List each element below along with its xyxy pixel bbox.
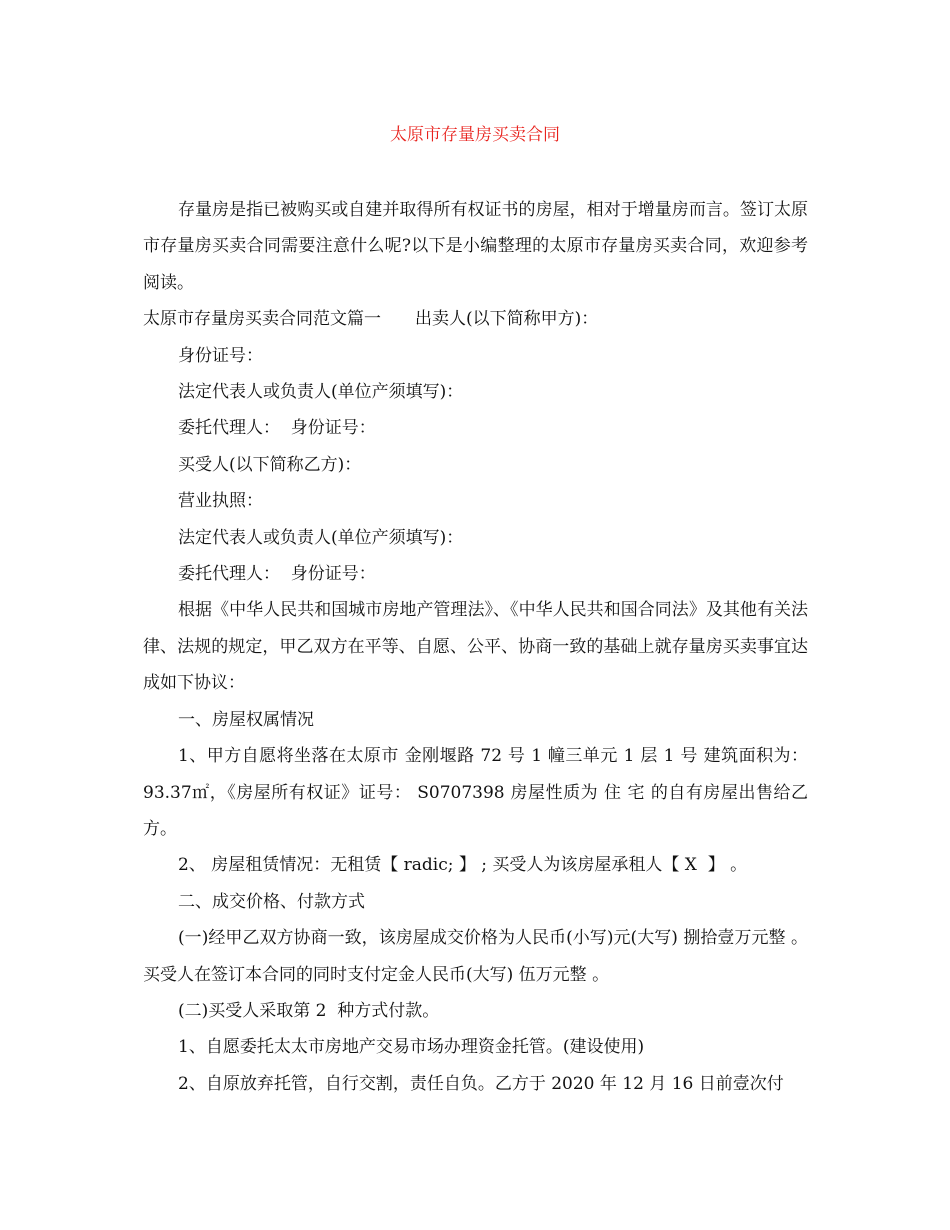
paragraph: 委托代理人： 身份证号： — [178, 564, 376, 585]
paragraph: (一)经甲乙双方协商一致，该房屋成交价格为人民币(小写)元(大写) 捌拾壹万元整 。买受人在签订本合同的同时支付定金人民币(大写) 伍万元整 。 — [143, 928, 808, 985]
paragraph: 1、自愿委托太太市房地产交易市场办理资金托管。(建设使用) — [178, 1037, 645, 1058]
paragraph: 存量房是指已被购买或自建并取得所有权证书的房屋，相对于增量房而言。签订太原市存量房买卖合同需要注意什么呢?以下是小编整理的太原市存量房买卖合同，欢迎参考阅读。 — [143, 200, 808, 293]
paragraph: (二)买受人采取第 2 种方式付款。 — [178, 1000, 440, 1021]
paragraph: 根据《中华人民共和国城市房地产管理法》、《中华人民共和国合同法》及其他有关法律、法规的规定，甲乙双方在平等、自愿、公平、协商一致的基础上就存量房买卖事宜达成如下协议： — [143, 600, 808, 694]
document-body — [143, 192, 808, 1102]
paragraph: 一、房屋权属情况 — [178, 709, 314, 730]
paragraph: 2、 房屋租赁情况：无租赁【 radic; 】 ; 买受人为该房屋承租人【 X 】 。 — [178, 855, 748, 876]
paragraph: 委托代理人： 身份证号： — [178, 418, 376, 439]
paragraph: 买受人(以下简称乙方)： — [178, 454, 362, 475]
paragraph: 太原市存量房买卖合同范文篇一 出卖人(以下简称甲方)： — [143, 309, 599, 330]
paragraph: 1、甲方自愿将坐落在太原市 金刚堰路 72 号 1 幢三单元 1 层 1 号 建筑面积为：93.37㎡，《房屋所有权证》证号： S0707398 房屋性质为 住 宅 的自有房屋出售给乙方。 — [143, 746, 808, 839]
paragraph: 营业执照： — [178, 491, 263, 512]
paragraph: 法定代表人或负责人(单位产须填写)： — [178, 382, 464, 403]
document-title: 太原市存量房买卖合同 — [390, 125, 560, 145]
paragraph: 法定代表人或负责人(单位产须填写)： — [178, 527, 464, 548]
paragraph: 身份证号： — [178, 345, 263, 366]
paragraph: 2、自原放弃托管，自行交割，责任自负。乙方于 2020 年 12 月 16 日前壹次付 — [178, 1073, 784, 1094]
paragraph: 二、成交价格、付款方式 — [178, 891, 365, 912]
